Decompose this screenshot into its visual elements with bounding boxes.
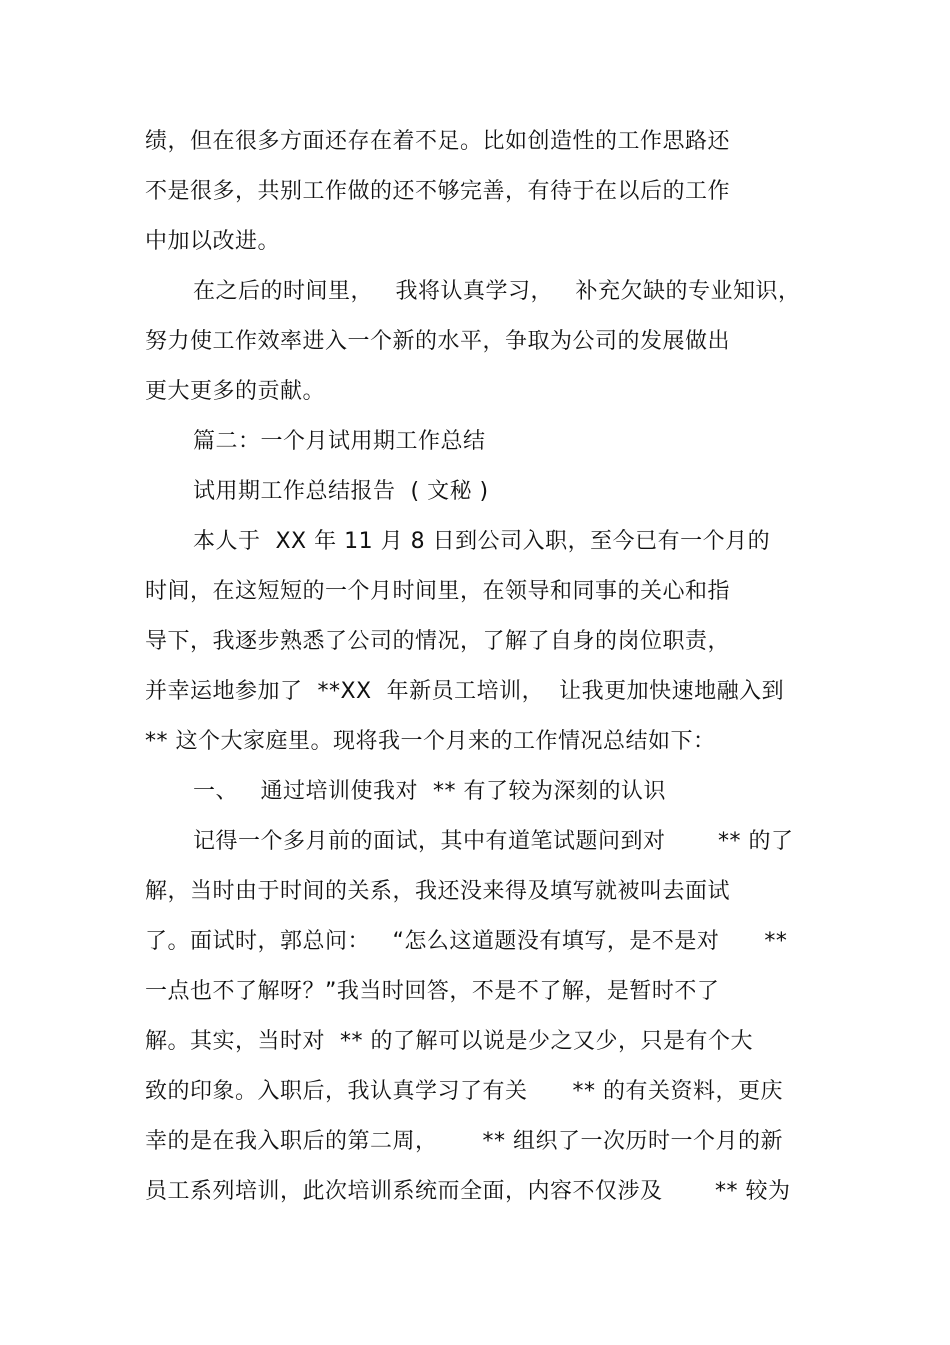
body-line-18: 一点也不了解呀？”我当时回答，不是不了解，是暂时不了 (145, 979, 720, 1004)
body-line-19: 解。其实，当时对 ** 的了解可以说是少之又少，只是有个大 (145, 1029, 753, 1054)
subheading-1: 一、 通过培训使我对 ** 有了较为深刻的认识 (193, 779, 666, 804)
body-line-3: 中加以改进。 (145, 229, 281, 254)
body-line-13: ** 这个大家庭里。现将我一个月来的工作情况总结如下： (145, 729, 716, 754)
body-line-4: 在之后的时间里， 我将认真学习， 补充欠缺的专业知识， (193, 279, 801, 304)
body-line-20: 致的印象。入职后，我认真学习了有关 ** 的有关资料，更庆 (145, 1079, 783, 1104)
body-line-12: 并幸运地参加了 **XX 年新员工培训， 让我更加快速地融入到 (145, 679, 785, 704)
body-line-10: 时间，在这短短的一个月时间里，在领导和同事的关心和指 (145, 579, 731, 604)
body-line-9: 本人于 XX 年 11 月 8 日到公司入职，至今已有一个月的 (193, 529, 771, 554)
section-heading: 篇二：一个月试用期工作总结 (193, 429, 486, 454)
body-line-1: 绩，但在很多方面还存在着不足。比如创造性的工作思路还 (145, 129, 731, 154)
body-line-2: 不是很多，共别工作做的还不够完善，有待于在以后的工作 (145, 179, 731, 204)
body-line-15: 记得一个多月前的面试，其中有道笔试题问到对 ** 的了 (193, 829, 794, 854)
body-line-22: 员工系列培训，此次培训系统而全面，内容不仅涉及 ** 较为 (145, 1179, 791, 1204)
body-line-5: 努力使工作效率进入一个新的水平，争取为公司的发展做出 (145, 329, 731, 354)
report-title: 试用期工作总结报告 ( 文秘 ) (193, 479, 489, 504)
body-line-17: 了。面试时，郭总问： “怎么这道题没有填写，是不是对 ** (145, 929, 788, 954)
body-line-6: 更大更多的贡献。 (145, 379, 326, 404)
body-line-11: 导下，我逐步熟悉了公司的情况，了解了自身的岗位职责， (145, 629, 731, 654)
body-line-21: 幸的是在我入职后的第二周， ** 组织了一次历时一个月的新 (145, 1129, 783, 1154)
body-line-16: 解，当时由于时间的关系，我还没来得及填写就被叫去面试 (145, 879, 731, 904)
